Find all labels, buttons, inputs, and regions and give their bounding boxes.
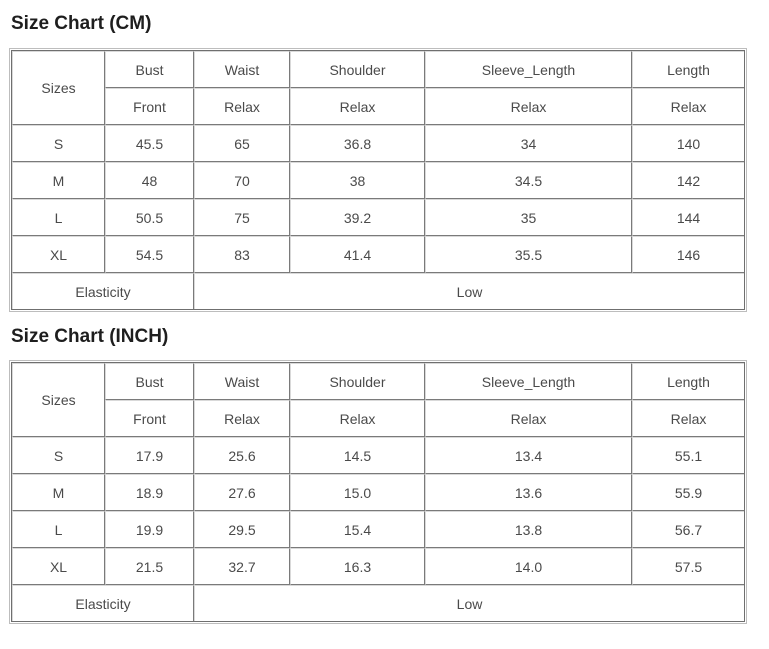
table-row <box>12 125 744 162</box>
table-row <box>12 548 744 585</box>
sleeve-length-cell: 34.5 <box>425 162 632 199</box>
bust-cell: 45.5 <box>105 125 194 162</box>
table-row <box>12 199 744 236</box>
size-chart-cm-title: Size Chart (CM) <box>11 13 152 34</box>
column-header-length: Length <box>632 51 744 88</box>
table-row <box>12 236 744 273</box>
sizes-header: Sizes <box>12 363 105 437</box>
size-cell: S <box>12 437 105 474</box>
waist-cell: 65 <box>194 125 290 162</box>
subheader-shoulder: Relax <box>290 400 425 437</box>
waist-cell: 70 <box>194 162 290 199</box>
bust-cell: 21.5 <box>105 548 194 585</box>
column-header-shoulder: Shoulder <box>290 51 425 88</box>
subheader-length: Relax <box>632 88 744 125</box>
bust-cell: 54.5 <box>105 236 194 273</box>
elasticity-label: Elasticity <box>12 585 194 621</box>
shoulder-cell: 15.4 <box>290 511 425 548</box>
column-header-sleeve-length: Sleeve_Length <box>425 51 632 88</box>
length-cell: 146 <box>632 236 744 273</box>
bust-cell: 48 <box>105 162 194 199</box>
elasticity-row <box>12 273 744 309</box>
shoulder-cell: 39.2 <box>290 199 425 236</box>
column-header-bust: Bust <box>105 51 194 88</box>
length-cell: 142 <box>632 162 744 199</box>
shoulder-cell: 36.8 <box>290 125 425 162</box>
column-header-sleeve-length: Sleeve_Length <box>425 363 632 400</box>
shoulder-cell: 38 <box>290 162 425 199</box>
size-chart-inch-title: Size Chart (INCH) <box>11 326 169 347</box>
column-header-waist: Waist <box>194 363 290 400</box>
size-cell: M <box>12 162 105 199</box>
sleeve-length-cell: 34 <box>425 125 632 162</box>
waist-cell: 29.5 <box>194 511 290 548</box>
column-header-waist: Waist <box>194 51 290 88</box>
column-header-length: Length <box>632 363 744 400</box>
size-cell: L <box>12 199 105 236</box>
size-cell: L <box>12 511 105 548</box>
sleeve-length-cell: 13.6 <box>425 474 632 511</box>
table-row <box>12 511 744 548</box>
size-chart-inch-table <box>11 362 745 622</box>
length-cell: 140 <box>632 125 744 162</box>
table-row <box>12 437 744 474</box>
elasticity-value: Low <box>194 585 744 621</box>
length-cell: 57.5 <box>632 548 744 585</box>
subheader-bust: Front <box>105 88 194 125</box>
subheader-length: Relax <box>632 400 744 437</box>
shoulder-cell: 15.0 <box>290 474 425 511</box>
subheader-row <box>12 88 744 125</box>
sizes-header: Sizes <box>12 51 105 125</box>
subheader-row <box>12 400 744 437</box>
size-cell: XL <box>12 236 105 273</box>
sleeve-length-cell: 35 <box>425 199 632 236</box>
waist-cell: 25.6 <box>194 437 290 474</box>
elasticity-row <box>12 585 744 621</box>
shoulder-cell: 16.3 <box>290 548 425 585</box>
sleeve-length-cell: 13.4 <box>425 437 632 474</box>
column-header-shoulder: Shoulder <box>290 363 425 400</box>
bust-cell: 17.9 <box>105 437 194 474</box>
header-row <box>12 363 744 400</box>
subheader-waist: Relax <box>194 88 290 125</box>
shoulder-cell: 14.5 <box>290 437 425 474</box>
size-cell: S <box>12 125 105 162</box>
sleeve-length-cell: 35.5 <box>425 236 632 273</box>
length-cell: 55.9 <box>632 474 744 511</box>
length-cell: 56.7 <box>632 511 744 548</box>
waist-cell: 83 <box>194 236 290 273</box>
sleeve-length-cell: 14.0 <box>425 548 632 585</box>
length-cell: 144 <box>632 199 744 236</box>
column-header-bust: Bust <box>105 363 194 400</box>
bust-cell: 50.5 <box>105 199 194 236</box>
subheader-shoulder: Relax <box>290 88 425 125</box>
size-chart-cm-table <box>11 50 745 310</box>
waist-cell: 32.7 <box>194 548 290 585</box>
subheader-sleeve-length: Relax <box>425 400 632 437</box>
subheader-bust: Front <box>105 400 194 437</box>
length-cell: 55.1 <box>632 437 744 474</box>
elasticity-value: Low <box>194 273 744 309</box>
subheader-waist: Relax <box>194 400 290 437</box>
bust-cell: 18.9 <box>105 474 194 511</box>
table-row <box>12 474 744 511</box>
bust-cell: 19.9 <box>105 511 194 548</box>
header-row <box>12 51 744 88</box>
sleeve-length-cell: 13.8 <box>425 511 632 548</box>
waist-cell: 27.6 <box>194 474 290 511</box>
size-cell: M <box>12 474 105 511</box>
subheader-sleeve-length: Relax <box>425 88 632 125</box>
size-cell: XL <box>12 548 105 585</box>
waist-cell: 75 <box>194 199 290 236</box>
shoulder-cell: 41.4 <box>290 236 425 273</box>
elasticity-label: Elasticity <box>12 273 194 309</box>
table-row <box>12 162 744 199</box>
